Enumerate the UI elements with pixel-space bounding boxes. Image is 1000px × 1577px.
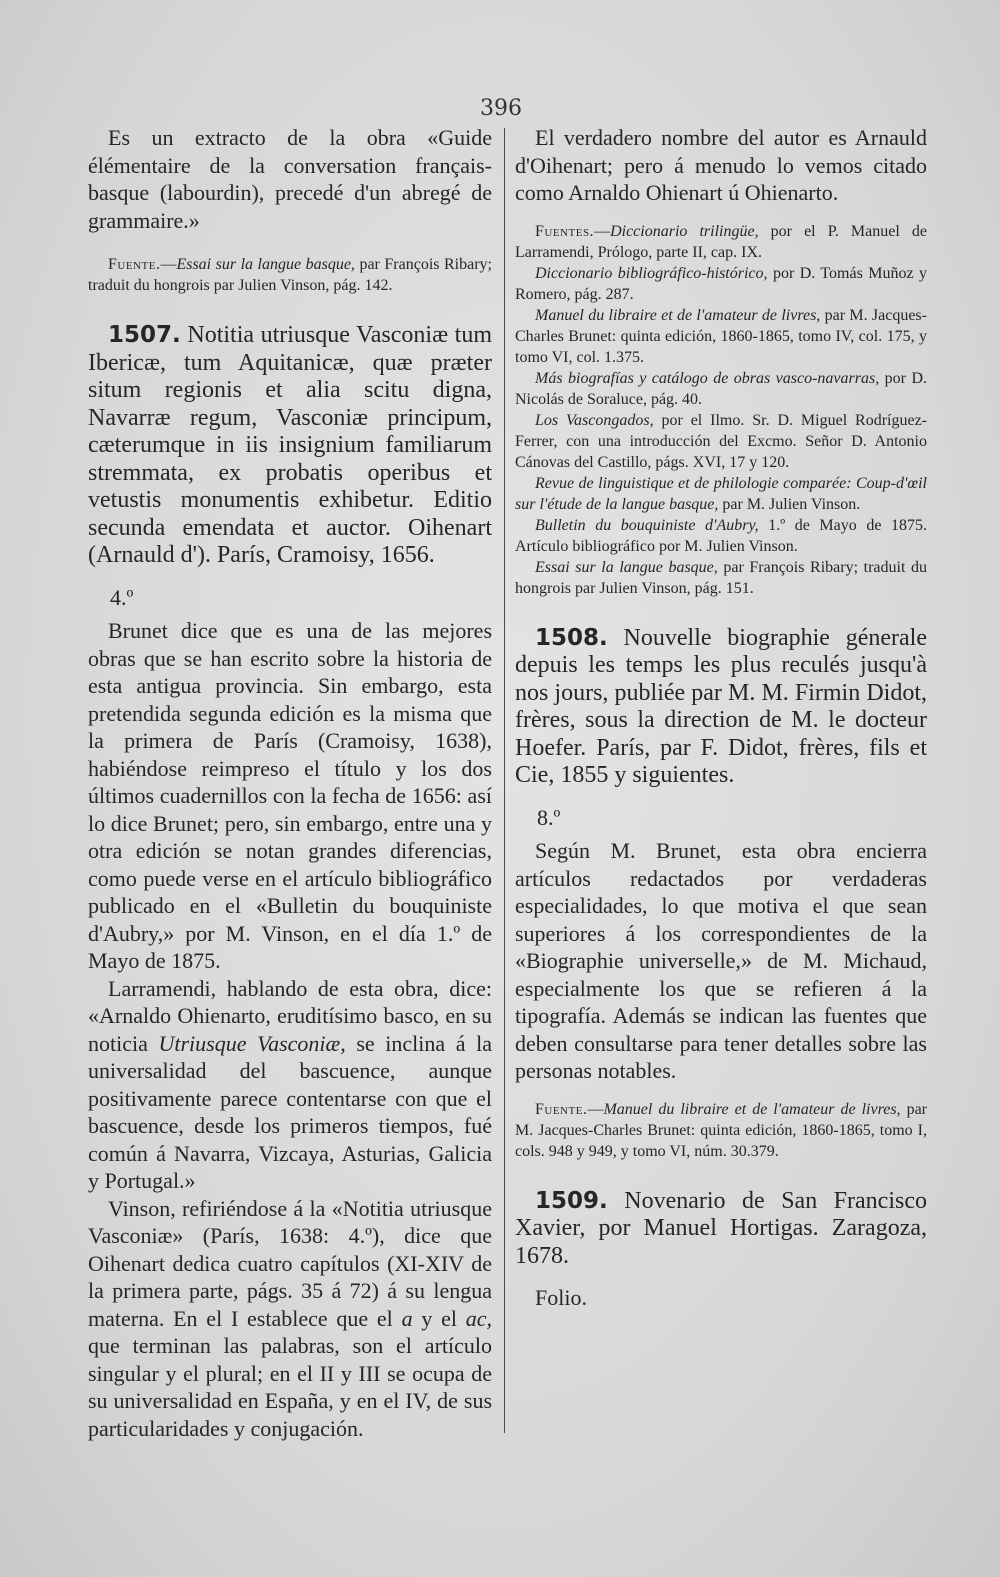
- entry-number: 1508.: [535, 624, 608, 651]
- paragraph-vinson: [88, 1195, 492, 1443]
- source-details: por el P. Manuel de Larramendi, Prólogo, parte II, cap. IX.: [515, 222, 927, 261]
- source-larramendi: [515, 221, 927, 263]
- source-title: Diccionario trilingüe,: [610, 222, 759, 240]
- source-details: par M. Julien Vinson.: [718, 495, 861, 513]
- sources-list: [515, 221, 927, 599]
- page-number: 396: [480, 96, 522, 121]
- source-dash: —: [587, 1100, 604, 1118]
- source-details: por D. Nicolás de Soraluce, pág. 40.: [515, 369, 927, 408]
- source-title: Más biografías y catálogo de obras vasco-navarras,: [535, 369, 880, 387]
- source-details: par M. Jacques-Charles Brunet: quinta edición, 1860-1865, tomo I, cols. 948 y 949, y tomo VI, núm. 30.379.: [515, 1100, 927, 1160]
- source-title: Essai sur la langue basque,: [535, 558, 718, 576]
- entry-title: Nouvelle biographie génerale depuis les temps les plus reculés jusqu'à nos jours, publiée par M. M. Firmin Didot, frères, sous la direction de M. le docteur Hoefer. París, par F. Didot, frères, fils et Cie, 1855 y siguientes.: [515, 624, 927, 788]
- paragraph-larramendi: [88, 975, 492, 1195]
- entry-format: Folio.: [535, 1285, 587, 1310]
- source-dash: —: [160, 256, 177, 273]
- source-label: Fuente.: [108, 256, 161, 273]
- right-column: [515, 124, 927, 1312]
- paragraph-author-name: El verdadero nombre del autor es Arnauld d'Oihenart; pero á menudo lo vemos citado como Arnaldo Ohienart ú Ohienarto.: [515, 125, 927, 205]
- text-run: Vinson, refiriéndose á la «Notitia utriusque Vasconiæ» (París, 1638: 4.º), dice que Oihenart dedica cuatro capítulos (XI-XIV de la primera parte, págs. 35 á 72) á su lengua materna. En el I establece que el: [88, 1195, 492, 1331]
- entry-format: 8.º: [537, 804, 561, 830]
- column-divider: [504, 128, 505, 1433]
- entry-1508: [515, 625, 927, 790]
- entry-1507: [88, 322, 492, 570]
- entry-number: 1507.: [108, 322, 181, 348]
- italic-term: a: [401, 1305, 413, 1331]
- source-details: por D. Tomás Muñoz y Romero, pág. 287.: [515, 264, 928, 303]
- italic-title: Utriusque Vasconiæ,: [158, 1030, 346, 1056]
- source-details: par François Ribary; traduit du hongrois par Julien Vinson, pág. 142.: [88, 256, 492, 294]
- source-title: Revue de linguistique et de philologie comparée: Coup-d'œil sur l'étude de la langue basque,: [515, 474, 927, 513]
- text-run: se inclina á la universalidad del bascuence, aunque positivamente parece contentarse con que el bascuence, desde los primeros tiempos, fué común á Navarra, Vizcaya, Asturias, Galicia y Portugal.»: [88, 1030, 492, 1193]
- source-revue: [515, 473, 927, 515]
- source-dash: —: [594, 222, 611, 240]
- source-label: Fuente.: [535, 1100, 588, 1118]
- entry-title: Notitia utriusque Vasconiæ tum Ibericæ, tum Aquitanicæ, quæ præter situm regionis et alia scitu digna, Navarræ regum, Vasconiæ principum, cæterumque in iis insignium familiarum stremmata, ex probatis operibus et vetustis monumentis exhibetur. Editio secunda emendata et auctor. Oihenart (Arnauld d'). París, Cramoisy, 1656.: [88, 322, 492, 568]
- source-label: Fuentes.: [535, 222, 595, 240]
- source-soraluce: [515, 368, 927, 410]
- source-title: Bulletin du bouquiniste d'Aubry,: [535, 516, 759, 534]
- source-note-ribary: [88, 254, 492, 296]
- entry-number: 1509.: [535, 1187, 608, 1214]
- text-run: que terminan las palabras, son el artículo singular y el plural; en el II y III se ocupa de su universalidad en España, y en el IV, de sus particularidades y conjugación.: [88, 1333, 492, 1441]
- source-brunet: [515, 305, 927, 368]
- entry-format: 4.º: [110, 584, 134, 610]
- italic-term: ac,: [465, 1305, 492, 1331]
- entry-1509: [515, 1188, 927, 1271]
- paragraph-segun-brunet: Según M. Brunet, esta obra encierra artículos redactados por verdaderas especialidades, lo que motiva el que sean superiores á los correspondientes de la «Biographie universelle,» de M. Michaud, especialmente los que se refieren á la tipografía. Además se indican las fuentes que deben consultarse para tener detalles sobre las personas notables.: [515, 838, 927, 1083]
- paragraph-brunet: Brunet dice que es una de las mejores obras que se han escrito sobre la historia de esta antigua provincia. Sin embargo, esta pretendida segunda edición es la misma que la primera de París (Cramoisy, 1638), habiéndose reimpreso el título y los dos últimos cuadernillos con la fecha de 1656: así lo dice Brunet; pero, sin embargo, entre una y otra edición se notan grandes diferencias, como puede verse en el artículo bibliográfico publicado en el «Bulletin du bouquiniste d'Aubry,» por M. Vinson, en el día 1.º de Mayo de 1875.: [88, 618, 492, 973]
- source-title: Manuel du libraire et de l'amateur de livres,: [535, 306, 821, 324]
- source-note-brunet: [515, 1099, 927, 1162]
- text-run: Larramendi, hablando de esta obra, dice: «Arnaldo Ohienarto, eruditísimo basco, en su noticia: [88, 975, 492, 1056]
- entry-title: Novenario de San Francisco Xavier, por Manuel Hortigas. Zaragoza, 1678.: [515, 1187, 927, 1269]
- source-details: par François Ribary; traduit du hongrois par Julien Vinson, pág. 151.: [515, 558, 927, 597]
- source-title: Diccionario bibliográfico-histórico,: [535, 264, 768, 282]
- source-ribary: [515, 557, 927, 599]
- source-title: Los Vascongados,: [535, 411, 654, 429]
- text-run: y el: [412, 1305, 466, 1331]
- source-munoz: [515, 263, 927, 305]
- left-column: [88, 124, 492, 1442]
- source-bulletin: [515, 515, 927, 557]
- source-details: par M. Jacques-Charles Brunet: quinta edición, 1860-1865, tomo IV, col. 175, y tomo VI, col. 1.375.: [515, 306, 927, 366]
- source-title: Essai sur la langue basque,: [176, 256, 355, 273]
- source-title: Manuel du libraire et de l'amateur de livres,: [603, 1100, 901, 1118]
- source-details: 1.º de Mayo de 1875. Artículo bibliográfico por M. Julien Vinson.: [515, 516, 927, 555]
- source-details: por el Ilmo. Sr. D. Miguel Rodríguez-Ferrer, con una introducción del Excmo. Señor D. Antonio Cánovas del Castillo, págs. XVI, 17 y 120.: [515, 411, 927, 471]
- paragraph-guide-extract: Es un extracto de la obra «Guide élémentaire de la conversation français-basque (labourdin), precedé d'un abregé de grammaire.»: [88, 125, 492, 233]
- source-rodriguez-ferrer: [515, 410, 927, 473]
